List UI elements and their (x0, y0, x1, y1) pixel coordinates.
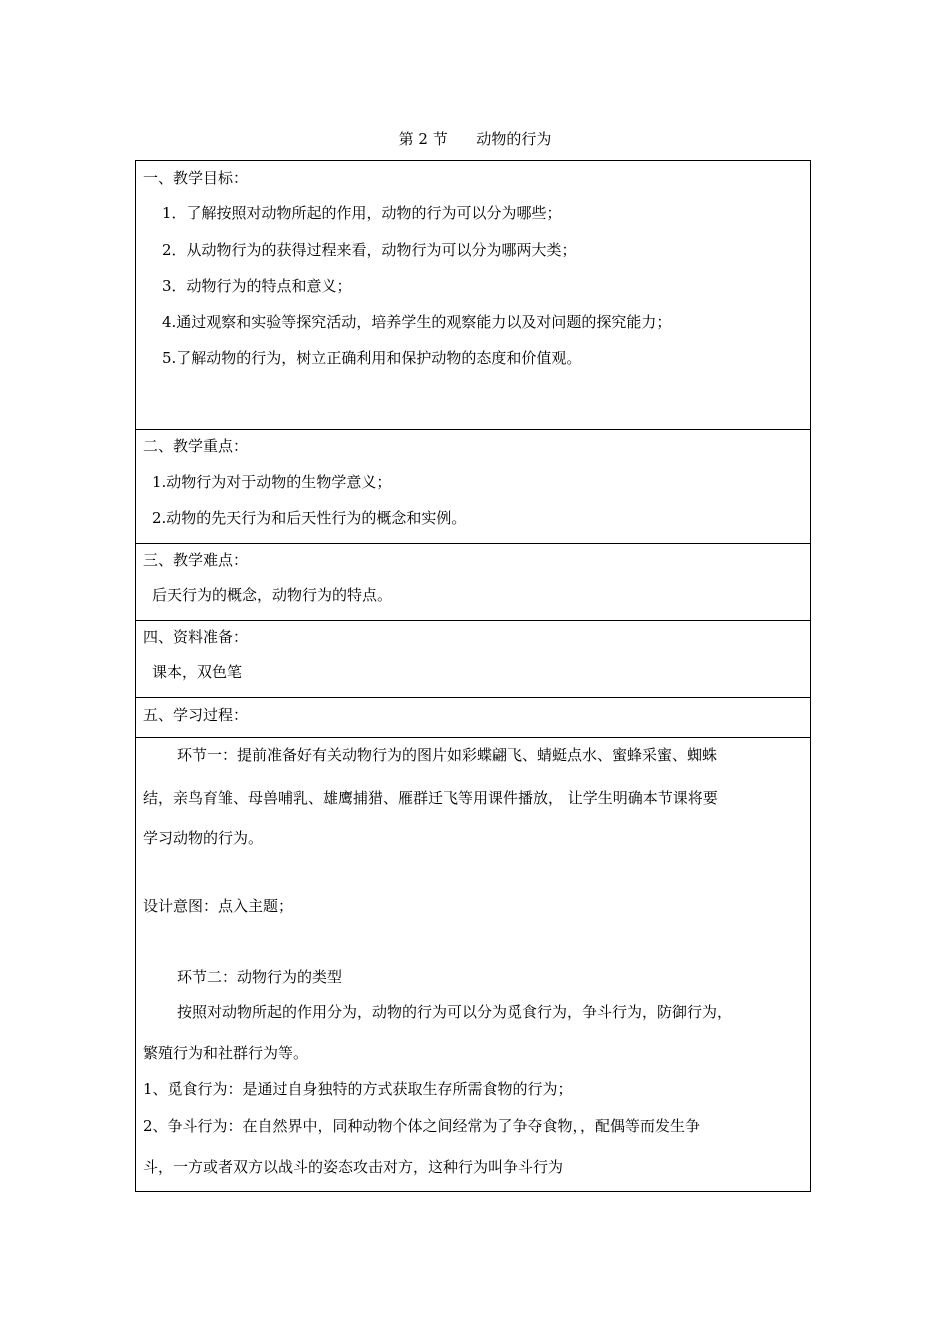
objective-item: 5.了解动物的行为，树立正确利用和保护动物的态度和价值观。 (162, 349, 582, 367)
body-paragraph-line: 按照对动物所起的作用分为，动物的行为可以分为觅食行为，争斗行为，防御行为， (177, 1003, 733, 1021)
row-divider (135, 429, 811, 430)
design-intent: 设计意图：点入主题； (143, 897, 294, 915)
objective-item: 4.通过观察和实验等探究活动，培养学生的观察能力以及对问题的探究能力； (162, 313, 672, 331)
row-divider (135, 543, 811, 544)
row-divider (135, 620, 811, 621)
section-heading-materials: 四、资料准备： (143, 628, 249, 646)
materials-text: 课本，双色笔 (152, 663, 243, 681)
difficulty-text: 后天行为的概念，动物行为的特点。 (152, 586, 393, 604)
objective-item: 2．从动物行为的获得过程来看，动物行为可以分为哪两大类； (162, 241, 577, 259)
body-paragraph-line: 环节一：提前准备好有关动物行为的图片如彩蝶翩飞、蜻蜓点水、蜜蜂采蜜、蜘蛛 (177, 746, 718, 764)
row-divider (135, 697, 811, 698)
page-title: 第 2 节 动物的行为 (398, 130, 552, 148)
body-paragraph-line: 结，亲鸟育雏、母兽哺乳、雄鹰捕猎、雁群迁飞等用课件播放， 让学生明确本节课将要 (143, 789, 718, 807)
list-item: 斗，一方或者双方以战斗的姿态攻击对方，这种行为叫争斗行为 (143, 1158, 564, 1176)
section-heading-process: 五、学习过程： (143, 706, 249, 724)
row-divider (135, 737, 811, 738)
objective-item: 3．动物行为的特点和意义； (162, 277, 352, 295)
section-heading-key-points: 二、教学重点： (143, 437, 249, 455)
key-point-item: 2.动物的先天行为和后天性行为的概念和实例。 (152, 509, 467, 527)
list-item: 1、觅食行为：是通过自身独特的方式获取生存所需食物的行为； (143, 1080, 573, 1098)
body-paragraph-line: 繁殖行为和社群行为等。 (143, 1044, 309, 1062)
section-heading-difficulties: 三、教学难点： (143, 551, 249, 569)
section-heading-objectives: 一、教学目标： (143, 169, 249, 187)
list-item: 2、争斗行为：在自然界中，同种动物个体之间经常为了争夺食物，，配偶等而发生争 (143, 1117, 701, 1135)
body-paragraph-line: 学习动物的行为。 (143, 829, 264, 847)
key-point-item: 1.动物行为对于动物的生物学意义； (152, 473, 392, 491)
objective-item: 1．了解按照对动物所起的作用，动物的行为可以分为哪些； (162, 204, 562, 222)
subsection-title: 环节二：动物行为的类型 (177, 968, 343, 986)
